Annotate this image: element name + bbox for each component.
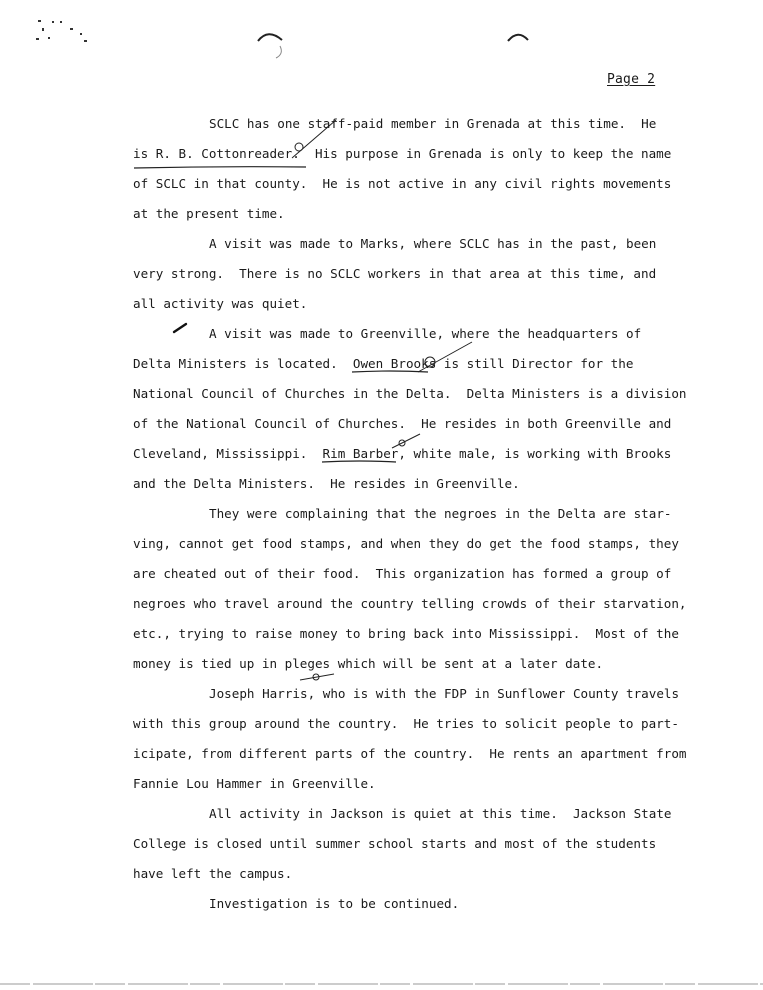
- text-line: have left the campus.: [133, 866, 293, 881]
- text-line: SCLC has one staff-paid member in Grenada at this time. He: [209, 116, 657, 131]
- text-line: Delta Ministers is located. Owen Brooks is still Director for the: [133, 356, 634, 371]
- paragraph-marks: [133, 234, 693, 324]
- page-number: Page 2: [607, 72, 656, 87]
- paragraph-greenville: [133, 324, 693, 504]
- paragraph-joseph-harris: [133, 684, 693, 804]
- text-line: negroes who travel around the country telling crowds of their starvation,: [133, 596, 687, 611]
- text-line: Fannie Lou Hammer in Greenville.: [133, 776, 376, 791]
- document-body: [133, 114, 693, 924]
- paragraph-sclc-grenada: [133, 114, 693, 234]
- text-line: of the National Council of Churches. He resides in both Greenville and: [133, 416, 672, 431]
- text-line: with this group around the country. He tries to solicit people to part-: [133, 716, 679, 731]
- punch-hole-mark: [276, 46, 281, 58]
- text-line: Joseph Harris, who is with the FDP in Sunflower County travels: [209, 686, 680, 701]
- punch-hole-mark: [258, 34, 282, 41]
- paragraph-closing: [133, 894, 693, 924]
- text-line: Investigation is to be continued.: [209, 896, 460, 911]
- text-line: at the present time.: [133, 206, 285, 221]
- text-line: is R. B. Cottonreader. His purpose in Grenada is only to keep the name: [133, 146, 672, 161]
- text-line: All activity in Jackson is quiet at this time. Jackson State: [209, 806, 672, 821]
- text-line: icipate, from different parts of the country. He rents an apartment from: [133, 746, 687, 761]
- paragraph-jackson: [133, 804, 693, 894]
- text-line: etc., trying to raise money to bring back into Mississippi. Most of the: [133, 626, 679, 641]
- text-line: A visit was made to Greenville, where the headquarters of: [209, 326, 642, 341]
- paragraph-delta-complaints: [133, 504, 693, 684]
- text-line: very strong. There is no SCLC workers in that area at this time, and: [133, 266, 657, 281]
- text-line: College is closed until summer school starts and most of the students: [133, 836, 657, 851]
- text-line: A visit was made to Marks, where SCLC has in the past, been: [209, 236, 657, 251]
- text-line: are cheated out of their food. This organization has formed a group of: [133, 566, 672, 581]
- text-line: They were complaining that the negroes in the Delta are star-: [209, 506, 672, 521]
- text-line: ving, cannot get food stamps, and when they do get the food stamps, they: [133, 536, 679, 551]
- punch-hole-mark: [508, 35, 528, 41]
- text-line: money is tied up in pleges which will be sent at a later date.: [133, 656, 604, 671]
- scan-specks: [36, 20, 87, 42]
- text-line: all activity was quiet.: [133, 296, 308, 311]
- text-line: National Council of Churches in the Delta. Delta Ministers is a division: [133, 386, 687, 401]
- text-line: of SCLC in that county. He is not active in any civil rights movements: [133, 176, 672, 191]
- text-line: and the Delta Ministers. He resides in Greenville.: [133, 476, 520, 491]
- text-line: Cleveland, Mississippi. Rim Barber, white male, is working with Brooks: [133, 446, 672, 461]
